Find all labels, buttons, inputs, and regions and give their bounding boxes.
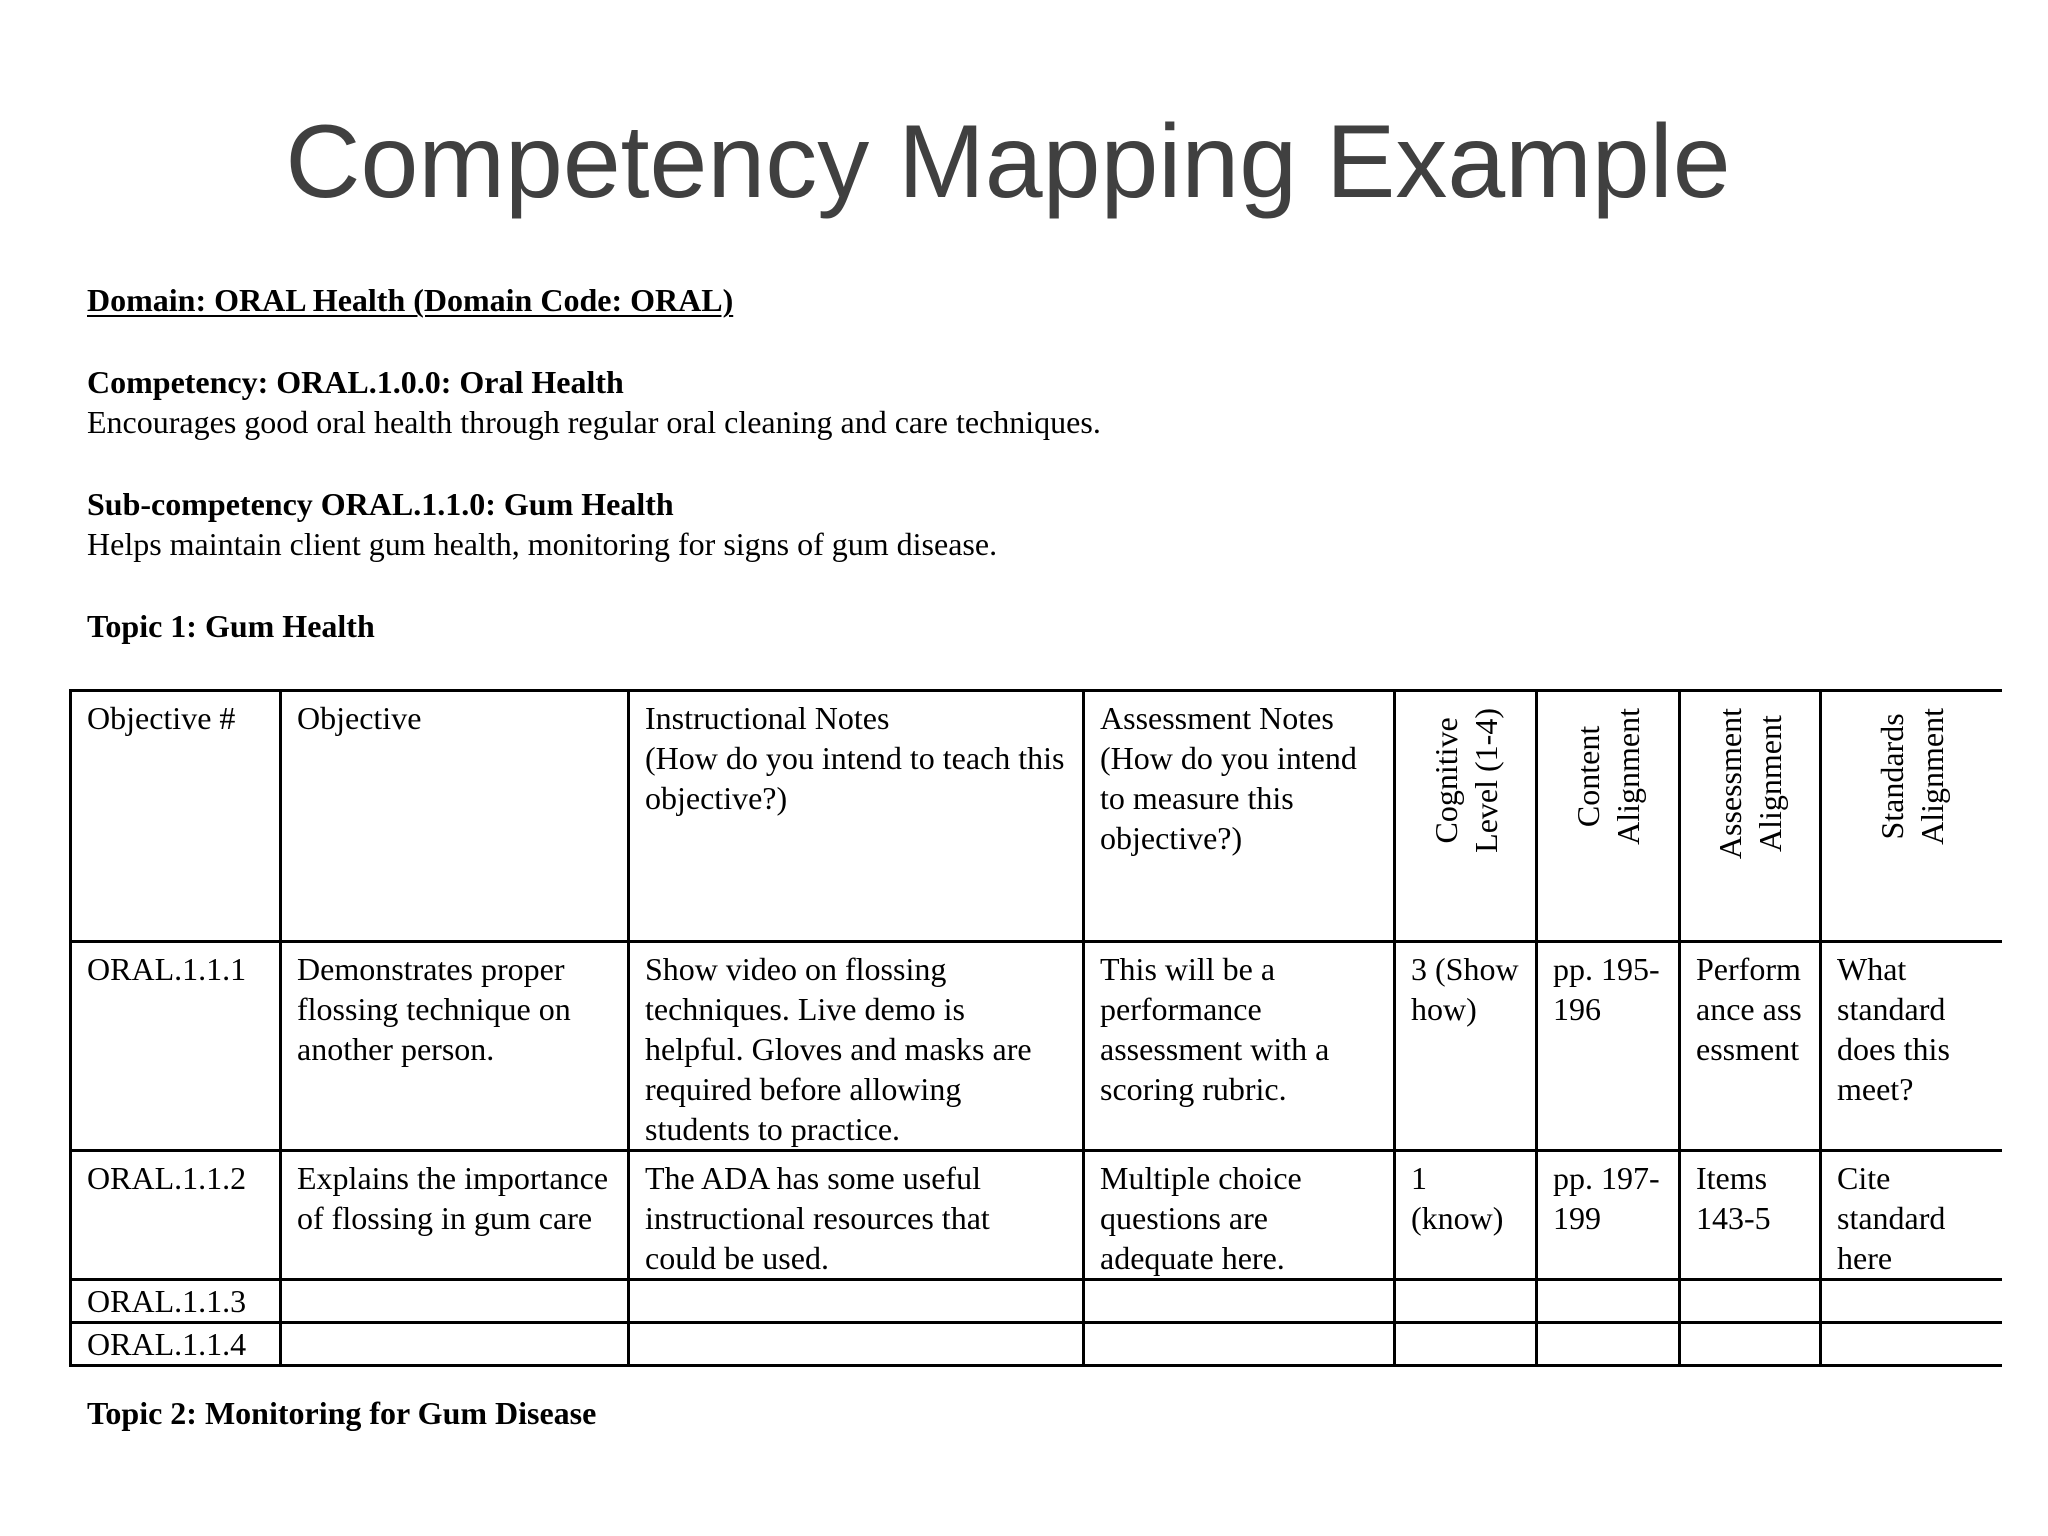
cell-instructional-notes xyxy=(629,1323,1084,1366)
cell-content-alignment: pp. 197-199 xyxy=(1537,1151,1680,1280)
cell-cognitive-level xyxy=(1395,1323,1537,1366)
subcompetency-description: Helps maintain client gum health, monitoring for signs of gum disease. xyxy=(87,526,998,562)
cell-content-alignment xyxy=(1537,1323,1680,1366)
header-assessment-alignment: Assessment Alignment xyxy=(1680,691,1821,942)
cell-cognitive-level: 1 (know) xyxy=(1395,1151,1537,1280)
cell-content-alignment: pp. 195-196 xyxy=(1537,942,1680,1151)
cell-standards-alignment xyxy=(1821,1280,2002,1323)
cell-assessment-alignment: Items 143-5 xyxy=(1680,1151,1821,1280)
cell-standards-alignment xyxy=(1821,1323,2002,1366)
cell-assessment-notes: Multiple choice questions are adequate here. xyxy=(1084,1151,1395,1280)
subcompetency-heading: Sub-competency ORAL.1.1.0: Gum Health xyxy=(87,486,674,522)
header-assessment-notes: Assessment Notes (How do you intend to measure this objective?) xyxy=(1084,691,1395,942)
cell-objective: Demonstrates proper flossing technique on another person. xyxy=(281,942,629,1151)
cell-cognitive-level xyxy=(1395,1280,1537,1323)
cell-assessment-notes: This will be a performance assessment with a scoring rubric. xyxy=(1084,942,1395,1151)
table-row xyxy=(71,1280,2002,1323)
domain-heading: Domain: ORAL Health (Domain Code: ORAL) xyxy=(87,282,734,318)
cell-assessment-notes xyxy=(1084,1280,1395,1323)
cell-content-alignment xyxy=(1537,1280,1680,1323)
table-row xyxy=(71,1151,2002,1280)
cell-objective-number: ORAL.1.1.3 xyxy=(71,1280,281,1323)
cell-assessment-alignment: Performance assessment xyxy=(1680,942,1821,1151)
cell-assessment-notes xyxy=(1084,1323,1395,1366)
cell-objective xyxy=(281,1323,629,1366)
cell-assessment-alignment xyxy=(1680,1280,1821,1323)
topic-2-heading: Topic 2: Monitoring for Gum Disease xyxy=(87,1395,597,1431)
table-row xyxy=(71,942,2002,1151)
cell-objective-number: ORAL.1.1.2 xyxy=(71,1151,281,1280)
header-standards-alignment: Standards Alignment xyxy=(1821,691,2002,942)
cell-standards-alignment: Cite standard here xyxy=(1821,1151,2002,1280)
header-objective-number: Objective # xyxy=(71,691,281,942)
page-title: Competency Mapping Example xyxy=(285,104,1731,220)
cell-objective-number: ORAL.1.1.1 xyxy=(71,942,281,1151)
cell-assessment-alignment xyxy=(1680,1323,1821,1366)
cell-cognitive-level: 3 (Show how) xyxy=(1395,942,1537,1151)
cell-instructional-notes: Show video on flossing techniques. Live demo is helpful. Gloves and masks are required before allowing students to practice. xyxy=(629,942,1084,1151)
cell-standards-alignment: What standard does this meet? xyxy=(1821,942,2002,1151)
cell-objective: Explains the importance of flossing in gum care xyxy=(281,1151,629,1280)
header-cognitive-level: Cognitive Level (1-4) xyxy=(1395,691,1537,942)
objectives-table xyxy=(69,689,2002,1367)
header-objective: Objective xyxy=(281,691,629,942)
cell-objective-number: ORAL.1.1.4 xyxy=(71,1323,281,1366)
competency-heading: Competency: ORAL.1.0.0: Oral Health xyxy=(87,364,624,400)
cell-instructional-notes xyxy=(629,1280,1084,1323)
header-content-alignment: Content Alignment xyxy=(1537,691,1680,942)
table-row xyxy=(71,1323,2002,1366)
header-instructional-notes: Instructional Notes (How do you intend to teach this objective?) xyxy=(629,691,1084,942)
cell-instructional-notes: The ADA has some useful instructional resources that could be used. xyxy=(629,1151,1084,1280)
cell-objective xyxy=(281,1280,629,1323)
document-body xyxy=(87,280,1987,646)
competency-description: Encourages good oral health through regular oral cleaning and care techniques. xyxy=(87,404,1101,440)
table-header-row xyxy=(71,691,2002,942)
topic-1-heading: Topic 1: Gum Health xyxy=(87,608,375,644)
